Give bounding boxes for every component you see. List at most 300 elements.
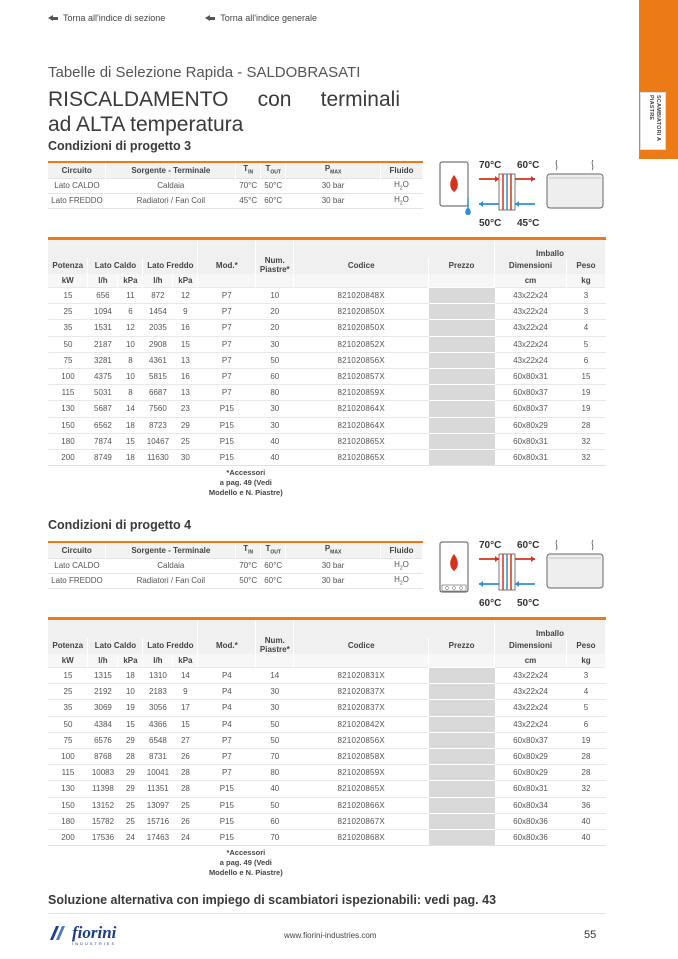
table-row [48,813,606,829]
table-cell: 6 [118,304,143,320]
table-cell: 5031 [88,385,118,401]
condition-row: Lato FREDDO Radiatori / Fan Coil 50°C 60°C 30 bar $H_2O$ [48,573,423,588]
table-cell: 10083 [88,765,118,781]
table-cell: 50 [256,797,294,813]
table-cell: 32 [566,433,605,449]
product-code: 821020867X [294,813,429,829]
table-cell: 13 [173,352,198,368]
table-row [48,781,606,797]
table-cell: 43x22x24 [495,684,567,700]
page-number: 55 [584,929,597,941]
product-code: 821020856X [294,352,429,368]
table-cell: 60x80x29 [495,417,567,433]
table-row [48,765,606,781]
product-code: 821020857X [294,368,429,384]
table-cell: 18 [118,417,143,433]
table-cell: 30 [173,449,198,465]
table-cell: 18 [118,668,143,684]
product-code: 821020859X [294,765,429,781]
price-cell [429,352,495,368]
accessories-note-row [48,846,606,879]
table-cell: 3 [566,288,605,304]
table-cell: 35 [48,700,88,716]
table-cell: 2192 [88,684,118,700]
table-cell: 5 [566,700,605,716]
table-cell: 150 [48,417,88,433]
table-cell: P7 [198,352,256,368]
product-code: 821020842X [294,716,429,732]
back-to-general-index-link[interactable]: Torna all'indice generale [205,13,317,23]
table-cell: 75 [48,732,88,748]
price-cell [429,449,495,465]
table-cell: 60x80x31 [495,368,567,384]
table-cell: P15 [198,433,256,449]
table-cell: 10 [256,288,294,304]
price-cell [429,748,495,764]
table-cell: 43x22x24 [495,352,567,368]
diagram-label-hot-in: 70°C [479,540,502,551]
table-cell: 16 [173,368,198,384]
table-cell: 4375 [88,368,118,384]
table-cell: 5687 [88,401,118,417]
table-cell: 80 [256,765,294,781]
diagram-label-hot-out: 60°C [517,160,540,171]
heat-exchanger-diagram [437,534,607,609]
product-code: 821020848X [294,288,429,304]
table-cell: 20 [256,304,294,320]
diagram-label-hot-out: 60°C [517,540,540,551]
table-cell: 50 [48,716,88,732]
selection-table: Num. Piastre* Imballo Potenza Lato Caldo Lato Freddo Mod.* Codice Prezzo Dimensioni Peso kW l/h kPa l/h kPa cm kg 15 656 11 872 12 P7 10 821020848X 43x22x24 3 25 1094 6 1454 9 P7 20 821020850X 43x22x24 3 35 1531 12 2035 16 P7 20 821020850X 43x22x24 4 50 2187 10 2908 15 P7 30 821020852X 43x22x24 5 75 3281 8 4361 13 P7 50 821020856X 43x22x24 6 100 4375 10 5815 16 P7 60 821020857X 60x80x31 15 115 5031 8 6687 13 P7 80 821020859X 60x80x37 19 130 5687 14 7560 23 P15 30 821020864X 60x80x37 19 150 6562 18 8723 29 P15 30 821020864X 60x80x29 28 180 7874 15 10467 25 P15 40 821020865X 60x80x31 32 200 8749 18 11630 30 P15 40 821020865X 60x80x31 32 *Accessori a pag. 49 (Vedi Modello e N. Piastre) [48,237,606,498]
product-code: 821020858X [294,748,429,764]
condition-row: Lato CALDO Caldaia 70°C 60°C 30 bar $H_2O$ [48,558,423,573]
table-cell: 15716 [143,813,173,829]
table-cell: 75 [48,352,88,368]
table-cell: 15 [118,716,143,732]
brand-logo[interactable]: fiorini INDUSTRIES [48,923,116,943]
table-cell: 80 [256,385,294,401]
table-cell: 14 [256,668,294,684]
table-cell: 43x22x24 [495,716,567,732]
table-cell: 3069 [88,700,118,716]
table-cell: 180 [48,813,88,829]
table-cell: 115 [48,385,88,401]
table-cell: 8 [118,352,143,368]
heat-wave-icon [592,160,593,170]
price-cell [429,401,495,417]
table-cell: 29 [118,781,143,797]
table-cell: 6548 [143,732,173,748]
table-cell: 60x80x29 [495,748,567,764]
product-code: 821020831X [294,668,429,684]
table-cell: 11630 [143,449,173,465]
heat-wave-icon [592,540,593,550]
section-side-tab-label: SCAMBIATORI A PIASTRE [640,92,666,150]
table-cell: 50 [256,352,294,368]
table-cell: 15 [173,336,198,352]
diagram-label-cold-out: 45°C [517,218,540,229]
table-row [48,449,606,465]
table-cell: P15 [198,449,256,465]
heat-wave-icon [556,540,557,550]
table-cell: 15 [118,433,143,449]
table-cell: P15 [198,417,256,433]
table-cell: 25 [173,797,198,813]
table-row [48,797,606,813]
page-title: RISCALDAMENTO con terminali ad ALTA temperatura [48,88,400,136]
table-cell: 150 [48,797,88,813]
table-cell: 6562 [88,417,118,433]
table-cell: P15 [198,813,256,829]
table-cell: 100 [48,368,88,384]
table-cell: P7 [198,765,256,781]
price-cell [429,716,495,732]
accessories-note: *Accessori a pag. 49 (Vedi Modello e N. Piastre) [208,848,283,878]
table-cell: 50 [256,716,294,732]
table-cell: 60x80x37 [495,732,567,748]
table-cell: 29 [118,765,143,781]
table-cell: 23 [173,401,198,417]
table-cell: 40 [256,449,294,465]
table-cell: 12 [118,320,143,336]
price-cell [429,288,495,304]
table-cell: 14 [118,401,143,417]
price-cell [429,732,495,748]
table-cell: P4 [198,700,256,716]
table-cell: 14 [173,668,198,684]
table-row [48,716,606,732]
table-row [48,368,606,384]
table-cell: 17536 [88,829,118,845]
table-cell: 50 [48,336,88,352]
table-cell: 16 [173,320,198,336]
table-cell: 1315 [88,668,118,684]
table-cell: 60x80x29 [495,765,567,781]
table-cell: 17463 [143,829,173,845]
table-cell: 15 [566,368,605,384]
footer-divider [48,913,606,914]
table-cell: 3056 [143,700,173,716]
table-cell: 13097 [143,797,173,813]
price-cell [429,368,495,384]
table-cell: 2035 [143,320,173,336]
table-cell: 10 [118,336,143,352]
table-cell: P15 [198,797,256,813]
table-cell: 50 [256,732,294,748]
price-cell [429,813,495,829]
table-row [48,433,606,449]
table-cell: 32 [566,449,605,465]
table-row [48,320,606,336]
price-cell [429,433,495,449]
table-cell: 26 [173,813,198,829]
table-cell: 28 [566,765,605,781]
table-cell: 5815 [143,368,173,384]
table-cell: 8723 [143,417,173,433]
product-code: 821020850X [294,304,429,320]
conditions-table: Circuito Sorgente - Terminale $T_{IN}$ $T_{OUT}$ $P_{MAX}$ Fluido Lato CALDO Caldaia 70°C 50°C 30 bar $H_2O$ Lato FREDDO Radiatori / Fan Coil 45°C 60°C 30 bar $H_2O$ [48,161,423,209]
table-cell: P15 [198,781,256,797]
table-cell: 19 [566,385,605,401]
price-cell [429,797,495,813]
alternative-solution-note: Soluzione alternativa con impiego di scambiatori ispezionabili: vedi pag. 43 [48,893,497,907]
table-row [48,401,606,417]
top-navigation [48,13,317,23]
table-cell: P4 [198,668,256,684]
table-cell: 36 [566,797,605,813]
table-row [48,732,606,748]
table-cell: 30 [256,700,294,716]
product-code: 821020865X [294,781,429,797]
table-cell: 7560 [143,401,173,417]
product-code: 821020864X [294,417,429,433]
table-cell: 9 [173,684,198,700]
table-row [48,385,606,401]
table-cell: 60x80x37 [495,385,567,401]
table-cell: 15 [48,668,88,684]
table-cell: 30 [256,336,294,352]
table-cell: 10467 [143,433,173,449]
table-cell: 60 [256,368,294,384]
table-row [48,748,606,764]
product-code: 821020859X [294,385,429,401]
table-cell: 18 [118,449,143,465]
table-cell: 2187 [88,336,118,352]
table-cell: P15 [198,829,256,845]
table-cell: 8749 [88,449,118,465]
table-cell: 27 [173,732,198,748]
table-row [48,668,606,684]
table-cell: 5 [566,336,605,352]
table-row [48,700,606,716]
table-cell: 13152 [88,797,118,813]
fiorini-logo-icon [48,924,68,942]
table-cell: 28 [566,748,605,764]
table-cell: 29 [173,417,198,433]
table-cell: 9 [173,304,198,320]
table-cell: 872 [143,288,173,304]
table-cell: 40 [566,813,605,829]
selection-table: Num. Piastre* Imballo Potenza Lato Caldo Lato Freddo Mod.* Codice Prezzo Dimensioni Peso kW l/h kPa l/h kPa cm kg 15 1315 18 1310 14 P4 14 821020831X 43x22x24 3 25 2192 10 2183 9 P4 30 821020837X 43x22x24 4 35 3069 19 3056 17 P4 30 821020837X 43x22x24 5 50 4384 15 4366 15 P4 50 821020842X 43x22x24 6 75 6576 29 6548 27 P7 50 821020856X 60x80x37 19 100 8768 28 8731 26 P7 70 821020858X 60x80x29 28 115 10083 29 10041 28 P7 80 821020859X 60x80x29 28 130 11398 29 11351 28 P15 40 821020865X 60x80x31 32 150 13152 25 13097 25 P15 50 821020866X 60x80x34 36 180 15782 25 15716 26 P15 60 821020867X 60x80x36 40 200 17536 24 17463 24 P15 70 821020868X 60x80x36 40 *Accessori a pag. 49 (Vedi Modello e N. Piastre) [48,617,606,878]
table-cell: 60x80x36 [495,813,567,829]
table-cell: P15 [198,401,256,417]
table-cell: 30 [256,417,294,433]
accessories-note: *Accessori a pag. 49 (Vedi Modello e N. Piastre) [208,468,283,498]
table-row [48,336,606,352]
table-cell: 11 [118,288,143,304]
price-cell [429,765,495,781]
table-cell: 15 [173,716,198,732]
table-cell: 25 [48,684,88,700]
table-cell: 3 [566,304,605,320]
table-cell: 7874 [88,433,118,449]
diagram-label-cold-in: 60°C [479,598,502,609]
table-cell: 15 [48,288,88,304]
table-cell: 4 [566,684,605,700]
back-to-section-link[interactable]: Torna all'indice di sezione [48,13,165,23]
product-code: 821020864X [294,401,429,417]
table-cell: 40 [566,829,605,845]
radiator-icon [547,554,603,588]
table-cell: 1094 [88,304,118,320]
product-code: 821020868X [294,829,429,845]
table-cell: 30 [256,401,294,417]
price-cell [429,781,495,797]
condition-row: Lato FREDDO Radiatori / Fan Coil 45°C 60°C 30 bar $H_2O$ [48,193,423,208]
price-cell [429,668,495,684]
table-cell: 35 [48,320,88,336]
table-cell: 12 [173,288,198,304]
table-cell: 656 [88,288,118,304]
table-row [48,417,606,433]
table-cell: 115 [48,765,88,781]
table-cell: 60x80x36 [495,829,567,845]
table-cell: 4366 [143,716,173,732]
table-cell: 60x80x34 [495,797,567,813]
table-cell: 60 [256,813,294,829]
table-cell: P7 [198,288,256,304]
table-cell: 24 [118,829,143,845]
table-cell: 60x80x37 [495,401,567,417]
table-cell: 19 [566,401,605,417]
heat-wave-icon [556,160,557,170]
table-cell: 3 [566,668,605,684]
product-code: 821020865X [294,433,429,449]
product-code: 821020856X [294,732,429,748]
accessories-note-row [48,466,606,499]
price-cell [429,417,495,433]
product-code: 821020850X [294,320,429,336]
table-cell: 25 [118,797,143,813]
table-cell: P7 [198,385,256,401]
table-cell: 60x80x31 [495,449,567,465]
table-cell: 70 [256,829,294,845]
table-cell: 28 [566,417,605,433]
table-cell: 6 [566,716,605,732]
water-drop-icon [465,208,471,215]
table-row [48,352,606,368]
conditions-table: Circuito Sorgente - Terminale $T_{IN}$ $T_{OUT}$ $P_{MAX}$ Fluido Lato CALDO Caldaia 70°C 60°C 30 bar $H_2O$ Lato FREDDO Radiatori / Fan Coil 50°C 60°C 30 bar $H_2O$ [48,541,423,589]
table-cell: 100 [48,748,88,764]
section-title: Condizioni di progetto 3 [48,139,192,153]
table-cell: 28 [173,765,198,781]
table-cell: P7 [198,336,256,352]
table-cell: 30 [256,684,294,700]
table-row [48,304,606,320]
section-title: Condizioni di progetto 4 [48,518,192,532]
table-cell: 4361 [143,352,173,368]
table-row [48,684,606,700]
table-cell: P7 [198,368,256,384]
table-cell: 8 [118,385,143,401]
table-cell: P7 [198,320,256,336]
table-cell: 25 [48,304,88,320]
table-cell: 3281 [88,352,118,368]
table-cell: 10 [118,368,143,384]
table-cell: 6576 [88,732,118,748]
table-cell: P4 [198,684,256,700]
table-cell: 19 [118,700,143,716]
product-code: 821020852X [294,336,429,352]
table-cell: 43x22x24 [495,700,567,716]
table-cell: P7 [198,732,256,748]
product-code: 821020865X [294,449,429,465]
table-cell: 43x22x24 [495,304,567,320]
price-cell [429,304,495,320]
table-cell: 17 [173,700,198,716]
table-cell: 130 [48,781,88,797]
table-cell: 2183 [143,684,173,700]
table-cell: 43x22x24 [495,336,567,352]
table-cell: 1531 [88,320,118,336]
product-code: 821020866X [294,797,429,813]
table-cell: 6687 [143,385,173,401]
table-cell: 28 [118,748,143,764]
table-cell: 15782 [88,813,118,829]
table-cell: 200 [48,449,88,465]
radiator-icon [547,174,603,208]
price-cell [429,320,495,336]
table-cell: 6 [566,352,605,368]
table-cell: 70 [256,748,294,764]
page-subtitle: Tabelle di Selezione Rapida - SALDOBRASATI [48,64,361,81]
table-cell: 24 [173,829,198,845]
diagram-label-cold-in: 50°C [479,218,502,229]
table-cell: 1310 [143,668,173,684]
table-cell: 1454 [143,304,173,320]
table-cell: 4384 [88,716,118,732]
table-cell: 19 [566,732,605,748]
table-cell: 25 [118,813,143,829]
table-cell: 11351 [143,781,173,797]
table-cell: 11398 [88,781,118,797]
table-cell: 20 [256,320,294,336]
table-cell: 60x80x31 [495,433,567,449]
table-cell: 25 [173,433,198,449]
website-link[interactable]: www.fiorini-industries.com [284,931,377,940]
diagram-label-hot-in: 70°C [479,160,502,171]
table-cell: 8768 [88,748,118,764]
table-cell: 40 [256,433,294,449]
table-cell: 8731 [143,748,173,764]
price-cell [429,684,495,700]
table-cell: 4 [566,320,605,336]
table-cell: 60x80x31 [495,781,567,797]
table-cell: 130 [48,401,88,417]
table-cell: 43x22x24 [495,288,567,304]
price-cell [429,700,495,716]
table-row [48,288,606,304]
table-cell: 10041 [143,765,173,781]
table-cell: 28 [173,781,198,797]
table-cell: 43x22x24 [495,320,567,336]
table-cell: 43x22x24 [495,668,567,684]
table-cell: 180 [48,433,88,449]
table-cell: 2908 [143,336,173,352]
table-cell: P7 [198,304,256,320]
table-cell: 13 [173,385,198,401]
back-arrow-icon [48,15,58,21]
product-code: 821020837X [294,700,429,716]
table-row [48,829,606,845]
table-cell: P4 [198,716,256,732]
back-arrow-icon [205,15,215,21]
table-cell: 200 [48,829,88,845]
price-cell [429,829,495,845]
table-cell: 10 [118,684,143,700]
condition-row: Lato CALDO Caldaia 70°C 50°C 30 bar $H_2O$ [48,178,423,193]
diagram-label-cold-out: 50°C [517,598,540,609]
